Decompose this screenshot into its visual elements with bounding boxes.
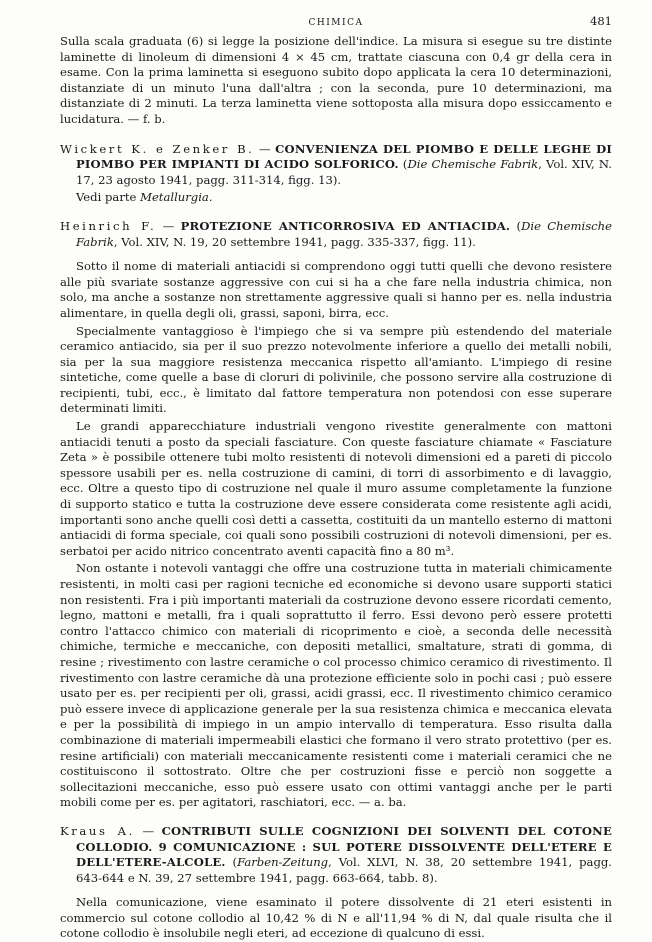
see-prefix: Vedi parte xyxy=(76,190,141,205)
body-paragraph: Specialmente vantaggioso è l'impiego che si va sempre più estendendo del materiale ceramico antiacido, sia per il suo prezzo notevolmente inferiore a quello dei metalli nobili, sia per la sua maggiore resistenza meccanica rispetto all'amianto. L'impiego di resine sintetiche, come quelle a base di cloruri di polivinile, che possono servire alla costruzione di recipienti, tubi, ecc., è limitato dal fattore temperatura non potendosi con esse superare determinati limiti. xyxy=(60,323,612,416)
body-paragraph: Sotto il nome di materiali antiacidi si comprendono oggi tutti quelli che devono resistere alle più svariate sostanze aggressive con cui si ha a che fare nella industria chimica, non solo, ma anche a sostanze non strettamente aggressive quali si hanno per es. nella industria alimentare, in quella degli oli, grassi, saponi, birra, ecc. xyxy=(60,259,612,320)
abstract-heading: Wickert K. e Zenker B. — CONVENIENZA DEL PIOMBO E DELLE LEGHE DI PIOMBO PER IMPIANTI DI ACIDO SOLFORICO. (Die Chemische Fabrik, Vol. XIV, N. 17, 23 agosto 1941, pagg. 311-314, figg. 13). xyxy=(60,141,613,187)
citation-details: , Vol. XIV, N. 17, 23 agosto 1941, pagg. 311-314, figg. 13). xyxy=(76,157,612,187)
page-header xyxy=(60,14,612,34)
intro-paragraph: Sulla scala graduata (6) si legge la posizione dell'indice. La misura si esegue su tre distinte laminette di linoleum di dimensioni 4 × 45 cm, trattate ciascuna con 0,4 gr della cera in esame. Con la prima laminetta si eseguono subito dopo applicata la cera 10 determinazioni, distanziate di un minuto l'una dall'altra ; con la seconda, pure 10 determinazioni, ma distanziate di 2 minuti. La terza laminetta viene sottoposta alla misura dopo essiccamento e lucidatura. — f. b. xyxy=(60,34,612,126)
cross-reference xyxy=(60,190,612,206)
journal-name: Farben-Zeitung xyxy=(237,855,329,870)
abstract-heading: Heinrich F. — PROTEZIONE ANTICORROSIVA ED ANTIACIDA. (Die Chemische Fabrik, Vol. XIV, N. 19, 20 settembre 1941, pagg. 335-337, figg. 11). xyxy=(60,218,612,249)
running-title: CHIMICA xyxy=(308,18,364,28)
abstract-kraus xyxy=(60,824,612,942)
dash: — xyxy=(156,218,181,233)
article-title: PROTEZIONE ANTICORROSIVA ED ANTIACIDA. xyxy=(180,218,511,233)
dash: — xyxy=(134,823,162,838)
journal-name: Die Chemische Fabrik xyxy=(76,218,612,249)
author-name: Heinrich F. xyxy=(60,218,157,233)
page-number: 481 xyxy=(590,14,612,28)
dash: — xyxy=(254,141,276,156)
citation-details: , Vol. XLVI, N. 38, 20 settembre 1941, pagg. 643-644 e N. 39, 27 settembre 1941, pagg. 663-664, tabb. 8). xyxy=(76,855,612,885)
body-paragraph: Le grandi apparecchiature industriali vengono rivestite generalmente con mattoni antiacidi tenuti a posto da speciali fasciature. Con queste fasciature chiamate « Fasciature Zeta » è possibile ottenere tubi molto resistenti di notevoli dimensioni ed a pareti di piccolo spessore usabili per es. nella costruzione di camini, di torri di assorbimento e di lavaggio, ecc. Oltre a questo tipo di costruzione nel quale il muro assume completamente la funzione di supporto statico e tutta la costruzione deve essere considerata come resistente agli acidi, importanti sono anche quelli così detti a cassetta, costituiti da un mantello esterno di mattoni antiacidi di forma speciale, coi quali sono possibili costruzioni di notevoli dimensioni, per es. serbatoi per acido nitrico concentrato aventi capacità fino a 80 m³. xyxy=(60,419,612,558)
citation-details: , Vol. XIV, N. 19, 20 settembre 1941, pagg. 335-337, figg. 11). xyxy=(113,234,476,249)
article-title: CONVENIENZA DEL PIOMBO E DELLE LEGHE DI PIOMBO PER IMPIANTI DI ACIDO SOLFORICO. xyxy=(76,141,613,172)
article-title: CONTRIBUTI SULLE COGNIZIONI DEI SOLVENTI DEL COTONE COLLODIO. 9 COMUNICAZIONE : SUL POTERE DISSOLVENTE DELL'ETERE E DELL'ETERE-ALCOLE. xyxy=(76,823,613,870)
abstract-heading: Kraus A. — CONTRIBUTI SULLE COGNIZIONI DEI SOLVENTI DEL COTONE COLLODIO. 9 COMUNICAZIONE : SUL POTERE DISSOLVENTE DELL'ETERE E DELL'ETERE-ALCOLE. (Farben-Zeitung, Vol. XLVI, N. 38, 20 settembre 1941, pagg. 643-644 e N. 39, 27 settembre 1941, pagg. 663-664, tabb. 8). xyxy=(60,823,613,885)
author-name: Kraus A. xyxy=(60,823,135,838)
body-paragraph: Non ostante i notevoli vantaggi che offre una costruzione tutta in materiali chimicamente resistenti, in molti casi per ragioni tecniche ed economiche si devono usare supporti statici non resistenti. Fra i più importanti materiali da costruzione devono essere ricordati cemento, legno, mattoni e metalli, fra i quali soprattutto il ferro. Essi devono però essere protetti contro l'attacco chimico con materiali di ricoprimento e cioè, a seconda delle necessità chimiche, termiche e meccaniche, con depositi metallici, smaltature, strati di gomma, di resine ; rivestimento con lastre ceramiche o col processo chimico ceramico di rivestimento. Il rivestimento con lastre ceramiche dà una protezione efficiente solo in pochi casi ; può essere usato per es. per recipienti per oli, grassi, acidi grassi, ecc. Il rivestimento chimico ceramico può essere invece di applicazione generale per la sua resistenza chimica e meccanica elevata e per la possibilità di impiego in un ampio intervallo di temperatura. Esso risulta dalla combinazione di materiali impermeabili elastici che formano il vero strato protettivo (per es. resine artificiali) con materiali meccanicamente resistenti come i materiali ceramici che ne costituiscono il sottostrato. Oltre che per costruzioni fisse e perciò non soggette a sollecitazioni meccaniche, esso può essere usato con ottimi vantaggi anche per le parti mobili come per es. per agitatori, raschiatori, ecc. — a. ba. xyxy=(60,561,612,810)
body-paragraph: Nella comunicazione, viene esaminato il potere dissolvente di 21 eteri esistenti in commercio sul cotone collodio al 10,42 % di N e all'11,94 % di N, dal quale risulta che il cotone collodio è insolubile negli eteri, ad eccezione di qualcuno di essi. xyxy=(60,895,612,941)
see-target: Metallurgia. xyxy=(140,190,213,205)
author-name: Wickert K. e Zenker B. xyxy=(60,141,255,156)
abstract-wickert xyxy=(60,142,612,206)
journal-name: Die Chemische Fabrik xyxy=(407,157,539,172)
abstract-heinrich xyxy=(60,219,612,811)
